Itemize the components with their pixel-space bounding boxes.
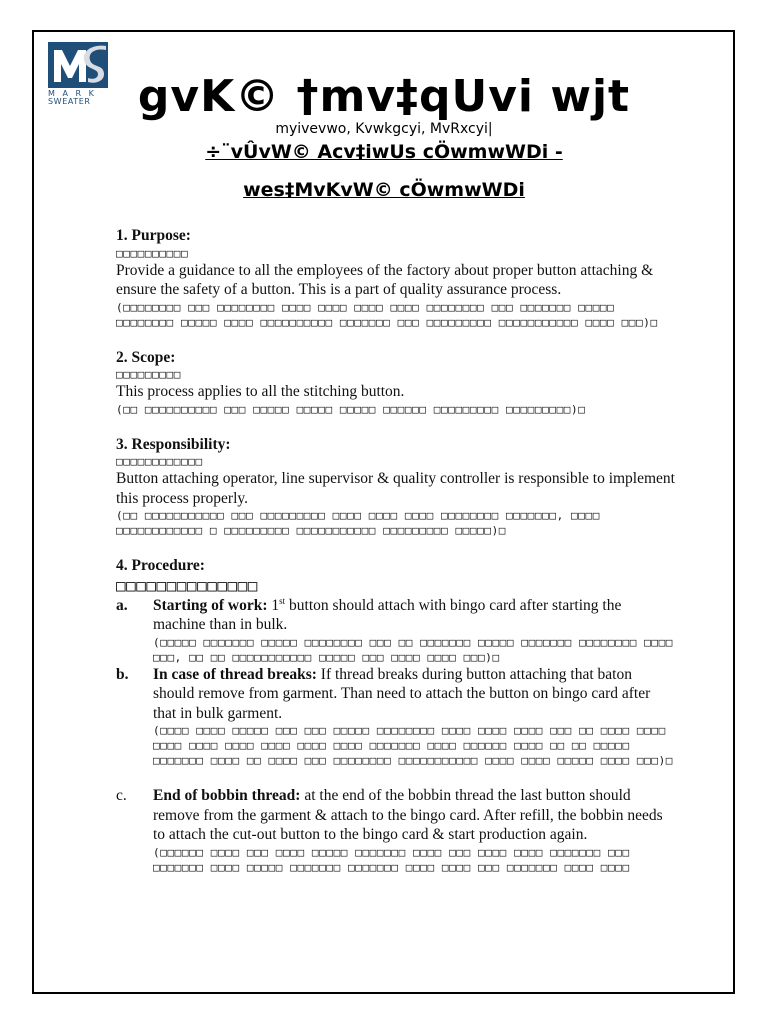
bangla-text: (□□ □□□□□□□□□□ □□□ □□□□□ □□□□□ □□□□□ □□□□□□ □□□□□□□□□ □□□□□□□□□)□ — [116, 402, 586, 416]
section-procedure — [116, 556, 676, 875]
section-text: Provide a guidance to all the employees of the factory about proper button attaching & ensure the safety of a button. This is a part of quality assurance process. — [116, 261, 654, 298]
bangla-heading: □□□□□□□□□□□□ — [116, 455, 203, 468]
bangla-heading: □□□□□□□□□□ — [116, 246, 189, 260]
logo-text-sweater: SWEATER — [48, 97, 91, 106]
document-title-line-2: wes‡MvKvW© cÖwmwWDi — [243, 179, 525, 201]
section-heading: 4. Procedure: — [116, 557, 205, 574]
item-marker: b. — [116, 665, 129, 683]
bangla-text: (□□ □□□□□□□□□□□ □□□ □□□□□□□□□ □□□□ □□□□ □□□□ □□□□□□□□ □□□□□□□, □□□□ □□□□□□□□□□□□ □ □□□□□□□□□ □□□□□□□□□□□ □□□□□□□□□ □□□□□)□ — [116, 509, 600, 537]
procedure-item-c — [116, 786, 676, 875]
item-label: End of bobbin thread: — [153, 787, 301, 804]
item-superscript: st — [279, 595, 286, 606]
section-heading: 1. Purpose: — [116, 227, 191, 244]
bangla-text: (□□□□ □□□□ □□□□□ □□□ □□□ □□□□□ □□□□□□□□ □□□□ □□□□ □□□□ □□□ □□ □□□□ □□□□ □□□□ □□□□ □□□□ □□□□ □□□□ □□□□ □□□□□□□ □□□□ □□□□□□ □□□□ □□ □□ □□□□□ □□□□□□□ □□□□ □□ □□□□ □□□ □□□□□□□□ □□□□□□□□□□□ □□□□ □□□□ □□□□□ □□□□ □□□)□ — [153, 724, 674, 767]
section-responsibility — [116, 435, 676, 539]
section-purpose — [116, 226, 676, 330]
procedure-item-b — [116, 665, 676, 769]
item-label: Starting of work: — [153, 596, 268, 614]
bangla-heading: □□□□□□□□□□□□□□ — [116, 575, 258, 595]
company-name: gvK© †mv‡qUvi wjt — [137, 71, 631, 122]
bangla-text: (□□□□□□ □□□□ □□□ □□□□ □□□□□ □□□□□□□ □□□□ □□□ □□□□ □□□□ □□□□□□□ □□□ □□□□□□□ □□□□ □□□□□ □□□□□□□ □□□□□□□ □□□□ □□□□ □□□ □□□□□□□ □□□□ □□□□ — [153, 845, 630, 874]
document-body — [116, 226, 676, 875]
item-marker: a. — [116, 596, 128, 614]
item-text-pre: 1 — [271, 596, 280, 614]
section-text: This process applies to all the stitching button. — [116, 383, 405, 400]
item-label: In case of thread breaks: — [153, 665, 317, 683]
bangla-text: (□□□□□□□□ □□□ □□□□□□□□ □□□□ □□□□ □□□□ □□□□ □□□□□□□□ □□□ □□□□□□□ □□□□□ □□□□□□□□ □□□□□ □□□□ □□□□□□□□□□ □□□□□□□ □□□ □□□□□□□□□ □□□□□□□□□□□ □□□□ □□□)□ — [116, 300, 658, 329]
bangla-text: (□□□□□ □□□□□□□ □□□□□ □□□□□□□□ □□□ □□ □□□□□□□ □□□□□ □□□□□□□ □□□□□□□□ □□□□ □□□, □□ □□ □□□□□□□□□□□ □□□□□ □□□ □□□□ □□□□ □□□)□ — [153, 635, 674, 664]
item-text: If thread breaks during button attaching that baton should remove from garment. Than need to attach the button on bingo card after that in bulk garment. — [153, 665, 651, 722]
section-heading: 2. Scope: — [116, 348, 176, 366]
section-heading: 3. Responsibility: — [116, 435, 231, 453]
company-address: myivevwo, Kvwkgcyi, MvRxcyi| — [275, 121, 493, 137]
section-text: Button attaching operator, line supervisor & quality controller is responsible to implement this process properly. — [116, 470, 675, 507]
bangla-heading: □□□□□□□□□ — [116, 368, 182, 381]
logo-text-mark: M A R K — [48, 89, 97, 98]
item-marker: c. — [116, 787, 127, 804]
document-title-line-1: ÷¨vÛvW© Acv‡iwUs cÖwmwWDi - — [205, 141, 563, 163]
procedure-item-a — [116, 596, 676, 665]
item-text: button should attach with bingo card after starting the machine than in bulk. — [153, 596, 622, 633]
section-scope — [116, 348, 676, 417]
item-text: at the end of the bobbin thread the last button should remove from the garment & attach to the bingo card. After refill, the bobbin needs to attach the cut-out button to the bingo card & start production again. — [153, 787, 663, 843]
